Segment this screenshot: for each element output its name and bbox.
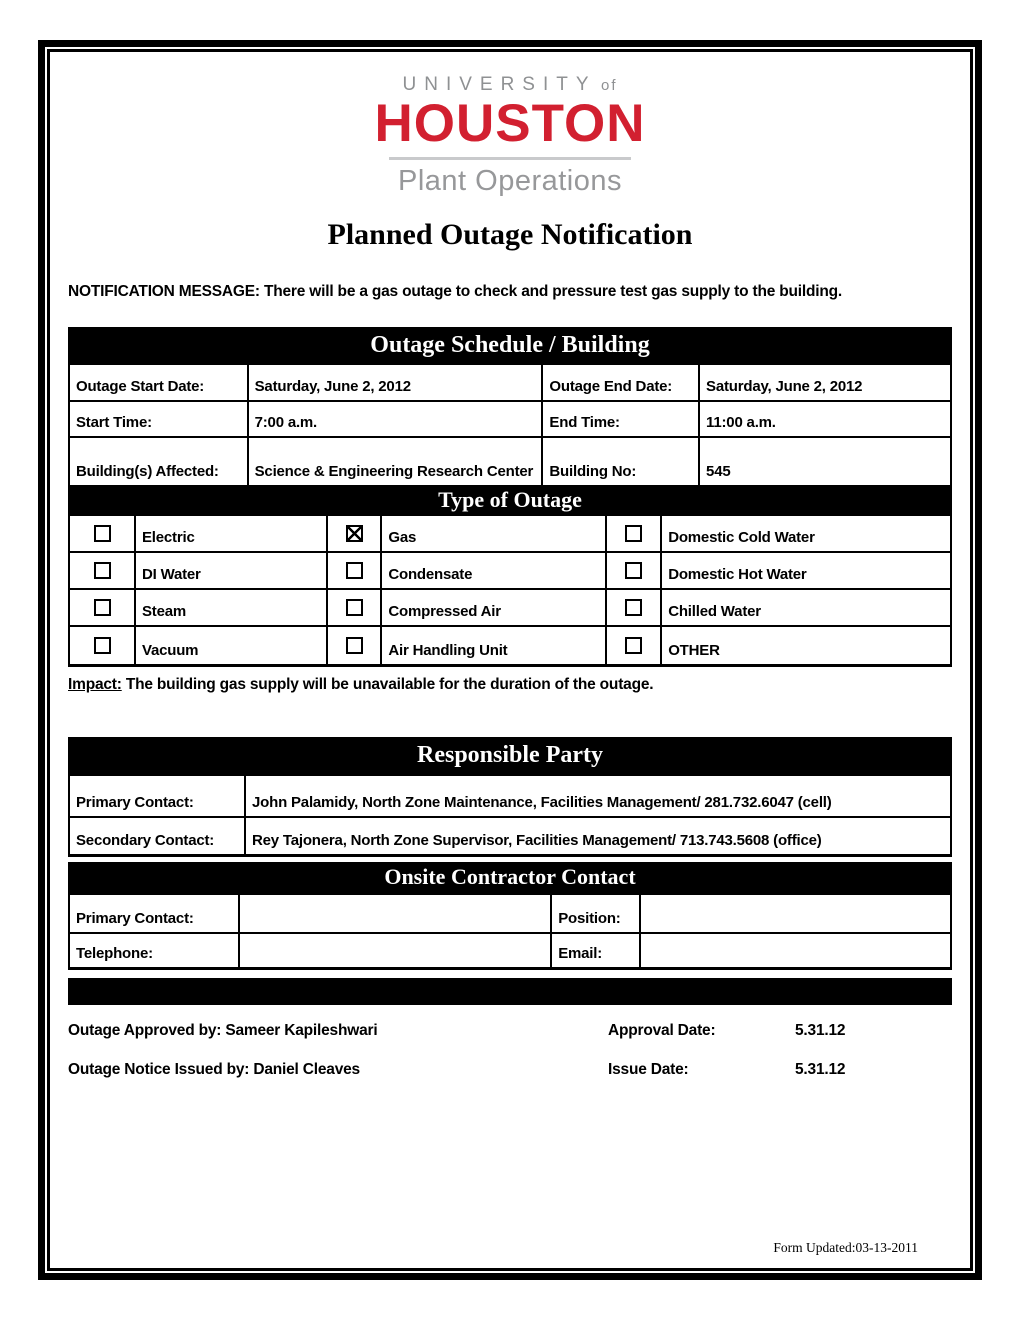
- checkbox-cell: [607, 627, 662, 664]
- section-header-onsite-contractor: Onsite Contractor Contact: [68, 862, 952, 893]
- outage-type-label-other: OTHER: [668, 642, 720, 660]
- field-value-position: [641, 895, 950, 934]
- outage-notice-issued-by-text: Outage Notice Issued by: Daniel Cleaves: [68, 1060, 360, 1078]
- checkbox-cell: [328, 627, 383, 664]
- section-header-type-of-outage: Type of Outage: [68, 485, 952, 514]
- checkbox-di-water: [94, 562, 111, 579]
- field-value-secondary-contact: Rey Tajonera, North Zone Supervisor, Facilities Management/ 713.743.5608 (office): [252, 832, 822, 850]
- approval-row: [68, 1061, 952, 1079]
- approval-date-label: Approval Date:: [608, 1021, 716, 1039]
- field-label-outage-end-date: Outage End Date:: [543, 365, 700, 402]
- notification-message: NOTIFICATION MESSAGE: There will be a gas outage to check and pressure test gas supply to the building.: [68, 282, 843, 300]
- field-label-start-time: Start Time:: [70, 402, 249, 438]
- divider-bar: [68, 978, 952, 1005]
- field-value-email: [641, 934, 950, 967]
- section-header-responsible-party: Responsible Party: [68, 737, 952, 774]
- checkbox-other: [625, 637, 642, 654]
- checkbox-chilled-water: [625, 599, 642, 616]
- field-value-contractor-primary-contact: [240, 895, 552, 934]
- document-border: [38, 40, 982, 1280]
- schedule-table: [68, 363, 952, 485]
- field-label-secondary-contact: Secondary Contact:: [70, 818, 246, 854]
- outage-type-label-chilled-water: Chilled Water: [662, 590, 950, 627]
- outage-type-label-air-handling-unit: Air Handling Unit: [382, 627, 606, 664]
- field-label-end-time: End Time:: [543, 402, 700, 438]
- checkbox-cell: [70, 627, 136, 664]
- document-title: Planned Outage Notification: [327, 217, 693, 251]
- checkbox-steam: [94, 599, 111, 616]
- impact-text: The building gas supply will be unavailable for the duration of the outage.: [121, 675, 654, 693]
- issue-date-label: Issue Date:: [608, 1060, 689, 1078]
- houston-wordmark: HOUSTON: [374, 94, 646, 153]
- checkbox-cell: [328, 553, 383, 590]
- checkbox-cell: [607, 590, 662, 627]
- checkbox-cell: [70, 553, 136, 590]
- field-value-start-time: 7:00 a.m.: [249, 402, 544, 438]
- checkbox-cell: [70, 516, 136, 553]
- outage-type-label-steam: Steam: [136, 590, 328, 627]
- checkbox-cell: [70, 590, 136, 627]
- checkbox-cell: [607, 516, 662, 553]
- checkbox-gas: [346, 525, 363, 542]
- checkbox-cell: [328, 590, 383, 627]
- field-label-position: Position:: [552, 895, 641, 934]
- outage-type-label-compressed-air: Compressed Air: [382, 590, 606, 627]
- approval-date-value: 5.31.12: [795, 1021, 846, 1039]
- field-value-outage-start-date: Saturday, June 2, 2012: [249, 365, 544, 402]
- outage-type-label-vacuum: Vacuum: [136, 627, 328, 664]
- outage-type-label-domestic-hot-water: Domestic Hot Water: [662, 553, 950, 590]
- field-label-building-no: Building No:: [543, 438, 700, 485]
- field-label-telephone: Telephone:: [70, 934, 240, 967]
- field-value-telephone: [240, 934, 552, 967]
- field-value-outage-end-date: Saturday, June 2, 2012: [700, 365, 950, 402]
- checkbox-domestic-hot-water: [625, 562, 642, 579]
- checkbox-electric: [94, 525, 111, 542]
- section-header-outage-schedule: Outage Schedule / Building: [68, 327, 952, 363]
- field-value-end-time: 11:00 a.m.: [700, 402, 950, 438]
- outage-type-table: [68, 514, 952, 667]
- impact-statement: [68, 676, 952, 694]
- outage-type-label-condensate: Condensate: [382, 553, 606, 590]
- form-updated-text: Form Updated:03-13-2011: [773, 1240, 918, 1255]
- logo-divider: [389, 157, 631, 160]
- plant-operations-text: Plant Operations: [397, 164, 622, 197]
- field-label-contractor-primary-contact: Primary Contact:: [70, 895, 240, 934]
- field-value-buildings-affected: Science & Engineering Research Center: [249, 438, 544, 485]
- responsible-party-table: [68, 774, 952, 857]
- uh-logo: [68, 74, 952, 198]
- university-of-text: UNIVERSITY of: [402, 74, 618, 95]
- checkbox-cell: [328, 516, 383, 553]
- field-label-buildings-affected: Building(s) Affected:: [70, 438, 249, 485]
- checkbox-compressed-air: [346, 599, 363, 616]
- approval-row: [68, 1022, 952, 1040]
- checkbox-domestic-cold-water: [625, 525, 642, 542]
- field-label-outage-start-date: Outage Start Date:: [70, 365, 249, 402]
- document-page: [47, 49, 973, 1271]
- checkbox-condensate: [346, 562, 363, 579]
- field-value-building-no: 545: [706, 463, 731, 481]
- field-label-email: Email:: [552, 934, 641, 967]
- field-value-primary-contact: John Palamidy, North Zone Maintenance, Facilities Management/ 281.732.6047 (cell): [246, 776, 950, 818]
- impact-label: Impact:: [68, 675, 122, 693]
- contractor-table: [68, 893, 952, 970]
- outage-type-label-domestic-cold-water: Domestic Cold Water: [662, 516, 950, 553]
- checkbox-vacuum: [94, 637, 111, 654]
- outage-type-label-di-water: DI Water: [136, 553, 328, 590]
- field-label-primary-contact: Primary Contact:: [70, 776, 246, 818]
- outage-approved-by-text: Outage Approved by: Sameer Kapileshwari: [68, 1021, 378, 1039]
- checkbox-air-handling-unit: [346, 637, 363, 654]
- outage-type-label-electric: Electric: [136, 516, 328, 553]
- issue-date-value: 5.31.12: [795, 1060, 846, 1078]
- outage-type-label-gas: Gas: [382, 516, 606, 553]
- checkbox-cell: [607, 553, 662, 590]
